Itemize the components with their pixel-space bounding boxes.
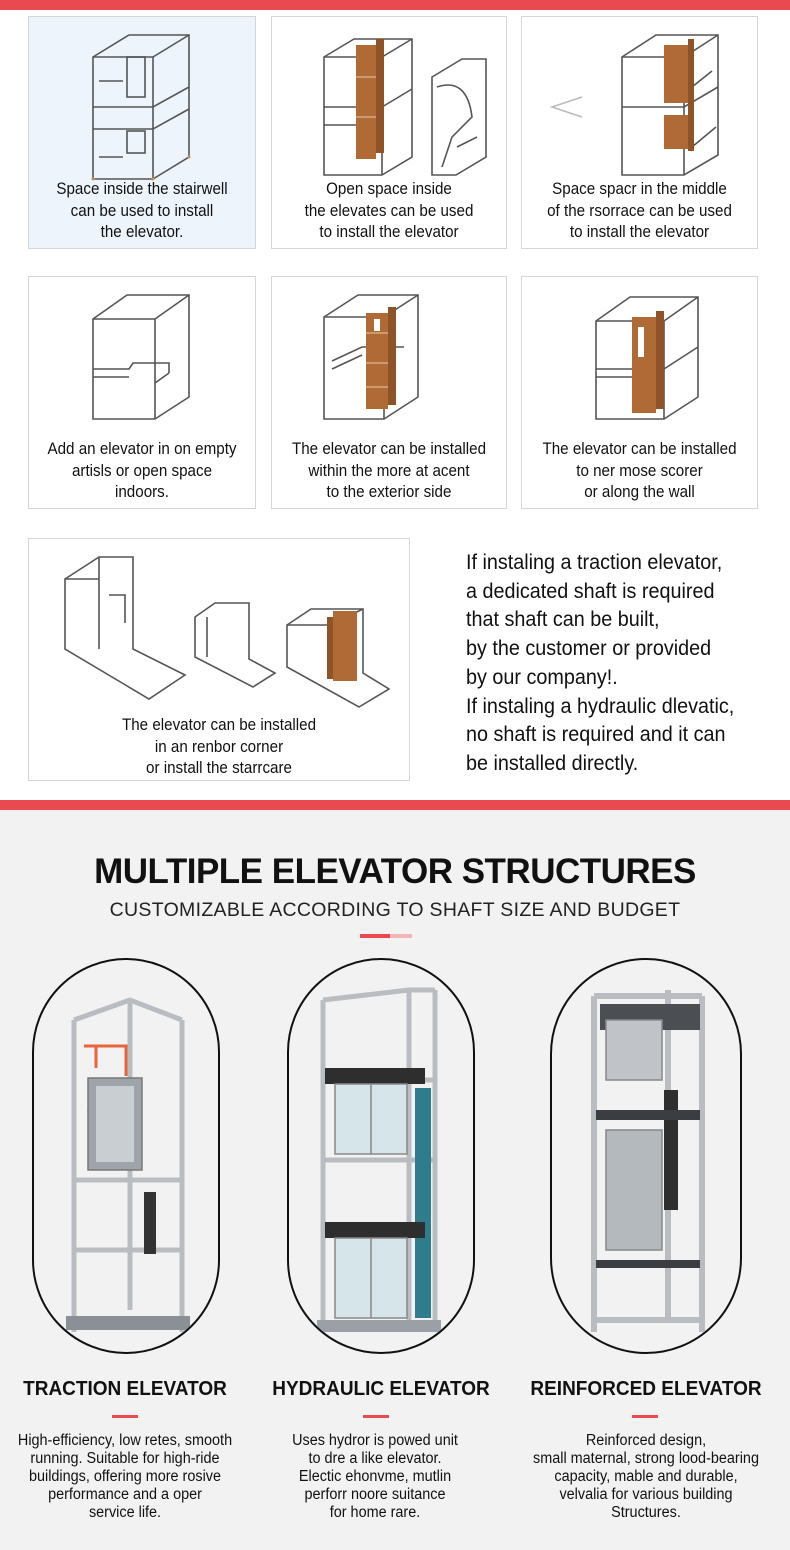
layout-card-wall: [521, 276, 758, 509]
reinforced-elevator-title: REINFORCED ELEVATOR: [530, 1378, 762, 1400]
hydraulic-accent-dash: [363, 1415, 389, 1418]
layout-caption-line: the elevates can be used: [304, 201, 474, 220]
layout-caption-line: of the rsorrace can be used: [547, 201, 732, 220]
layout-card-empty-atrium: [28, 276, 256, 509]
hydraulic-elevator-title: HYDRAULIC ELEVATOR: [272, 1378, 490, 1400]
description-line: Structures.: [611, 1504, 681, 1521]
description-line: velvalia for various building: [559, 1486, 733, 1503]
traction-elevator-illustration: [34, 960, 220, 1354]
layout-card-stairwell: [28, 16, 256, 249]
description-line: performance and a oper: [48, 1486, 202, 1503]
description-line: Electic ehonvme, mutlin: [298, 1468, 452, 1485]
layout-caption-line: to ner mose scorer: [576, 461, 703, 480]
top-red-bar: [0, 0, 790, 10]
traction-elevator-description: [4, 1432, 246, 1522]
layout-caption-line: or install the starrcare: [146, 759, 292, 777]
layout-caption-line: Space spacr in the middle: [552, 180, 727, 198]
hydraulic-elevator-illustration: [289, 960, 475, 1354]
description-line: for home rare.: [329, 1504, 421, 1521]
layout-card-open-space: [271, 16, 507, 249]
title-accent-line: [360, 934, 390, 938]
description-line: High-efficiency, low retes, smooth: [17, 1432, 233, 1449]
exterior-side-illustration: [272, 277, 507, 447]
section-divider-red-bar: [0, 800, 790, 810]
description-line: to dre a like elevator.: [308, 1450, 442, 1467]
note-line: no shaft is required and it can: [466, 722, 726, 747]
layout-caption-line: to the exterior side: [326, 483, 452, 501]
layout-card-exterior-side: [271, 276, 507, 509]
layout-caption-line: The elevator can be installed: [542, 440, 737, 458]
hydraulic-elevator-frame: [287, 958, 475, 1354]
reinforced-elevator-description: [525, 1432, 767, 1522]
note-line: by our company!.: [466, 664, 618, 689]
structures-subtitle: CUSTOMIZABLE ACCORDING TO SHAFT SIZE AND BUDGET: [109, 899, 681, 921]
hydraulic-elevator-description: [254, 1432, 496, 1522]
layout-caption-line: to install the elevator: [319, 223, 459, 241]
note-line: If instaling a hydraulic dlevatic,: [466, 693, 735, 718]
description-line: Uses hydror is powed unit: [292, 1432, 458, 1449]
layout-caption-line: Space inside the stairwell: [56, 180, 228, 198]
layout-caption-line: The elevator can be installed: [291, 440, 487, 458]
note-line: by the customer or provided: [466, 636, 712, 661]
reinforced-accent-dash: [632, 1415, 658, 1418]
layout-caption-line: or along the wall: [584, 483, 695, 501]
middle-space-illustration: [522, 17, 758, 187]
wall-illustration: [522, 277, 758, 447]
reinforced-elevator-illustration: [552, 960, 742, 1354]
layout-caption-line: can be used to install: [70, 201, 214, 220]
layout-caption-line: artisls or open space: [71, 461, 213, 480]
layout-card-corner: [28, 538, 410, 781]
empty-atrium-illustration: [29, 277, 256, 447]
traction-elevator-frame: [32, 958, 220, 1354]
shaft-requirement-note: [466, 548, 760, 778]
layout-caption-line: within the more at acent: [308, 461, 470, 480]
note-line: that shaft can be built,: [466, 607, 660, 632]
layout-caption-line: to install the elevator: [569, 223, 710, 241]
stairwell-illustration: [29, 17, 256, 187]
description-line: running. Suitable for high-ride: [30, 1450, 220, 1467]
layout-caption-line: The elevator can be installed: [121, 716, 317, 734]
corner-illustration: [29, 539, 410, 719]
layout-caption-line: Open space inside: [326, 180, 452, 198]
traction-elevator-title: TRACTION ELEVATOR: [23, 1378, 227, 1400]
reinforced-elevator-frame: [550, 958, 742, 1354]
structures-title: MULTIPLE ELEVATOR STRUCTURES: [94, 852, 696, 891]
layout-caption-line: the elevator.: [100, 223, 184, 241]
layout-caption-line: Add an elevator in on empty: [47, 440, 237, 458]
layout-caption-line: in an renbor corner: [154, 737, 284, 756]
description-line: perforr noore suitance: [304, 1486, 446, 1503]
description-line: small maternal, strong lood-bearing: [533, 1450, 759, 1467]
note-line: If instaling a traction elevator,: [466, 550, 723, 574]
description-line: capacity, mable and durable,: [554, 1468, 738, 1485]
description-line: Reinforced design,: [585, 1432, 707, 1449]
note-line: be installed directly.: [466, 750, 639, 775]
title-accent-fade: [390, 934, 412, 938]
note-line: a dedicated shaft is required: [466, 578, 715, 603]
description-line: service life.: [88, 1504, 162, 1521]
layout-card-middle-space: [521, 16, 758, 249]
layout-caption-line: indoors.: [114, 483, 169, 501]
open-space-illustration: [272, 17, 507, 187]
traction-accent-dash: [112, 1415, 138, 1418]
description-line: buildings, offering more rosive: [28, 1468, 222, 1485]
